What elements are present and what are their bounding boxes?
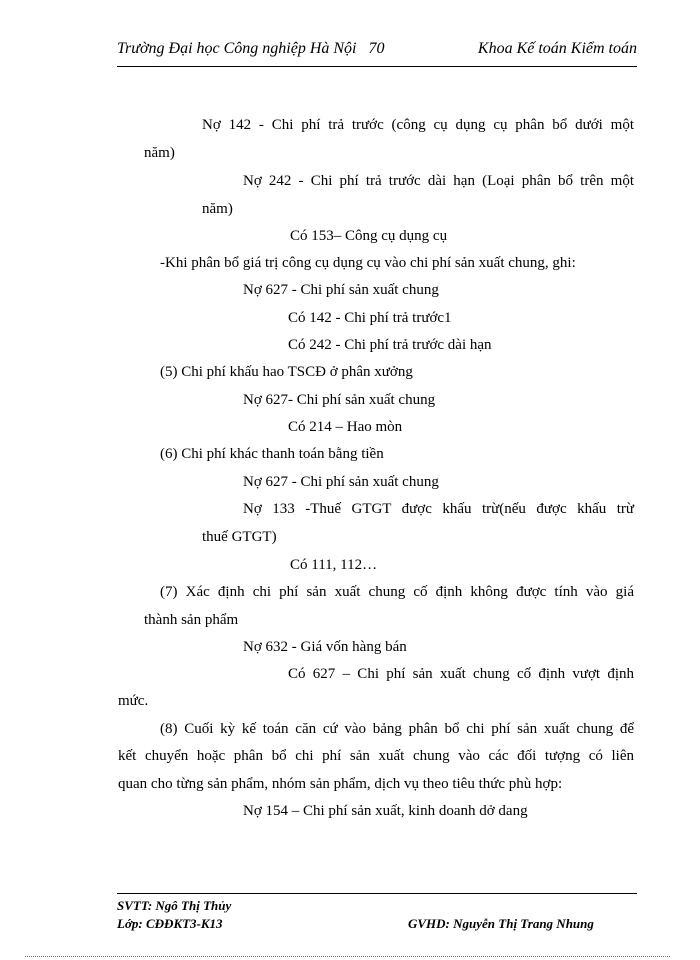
header-school-and-page [117, 40, 385, 58]
text-line: (8) Cuối kỳ kế toán căn cứ vào bảng phân bổ chi phí sản xuất chung để [160, 721, 634, 737]
footer-advisor: GVHD: Nguyễn Thị Trang Nhung [408, 916, 594, 931]
header-page-number: 70 [368, 40, 385, 57]
text-line: Có 111, 112… [290, 557, 378, 573]
header-school: Trường Đại học Công nghiệp Hà Nội [117, 40, 357, 57]
text-line: Nợ 154 – Chi phí sản xuất, kinh doanh dở dang [243, 803, 528, 819]
text-line: thuế GTGT) [202, 529, 277, 545]
text-line: (5) Chi phí khấu hao TSCĐ ở phân xưởng [160, 364, 413, 380]
text-line: Nợ 133 -Thuế GTGT được khấu trừ(nếu được khấu trừ [243, 501, 634, 517]
text-line: Nợ 242 - Chi phí trả trước dài hạn (Loại phân bổ trên một [243, 173, 634, 189]
text-line: Có 153– Công cụ dụng cụ [290, 228, 448, 244]
header-rule [117, 66, 637, 67]
text-line: quan cho từng sản phẩm, nhóm sản phẩm, dịch vụ theo tiêu thức phù hợp: [118, 776, 563, 792]
text-line: năm) [144, 145, 175, 161]
text-line: Nợ 632 - Giá vốn hàng bán [243, 639, 407, 655]
text-line: Nợ 627 - Chi phí sản xuất chung [243, 474, 439, 490]
text-line: Có 214 – Hao mòn [288, 419, 403, 435]
footer-class: Lớp: CĐĐKT3-K13 [117, 916, 223, 931]
header-faculty: Khoa Kế toán Kiểm toán [477, 40, 637, 57]
text-line: Có 142 - Chi phí trả trước1 [288, 310, 452, 326]
text-line: Có 627 – Chi phí sản xuất chung cố định vượt định [288, 666, 634, 682]
text-line: Nợ 627- Chi phí sản xuất chung [243, 392, 436, 408]
text-line: (6) Chi phí khác thanh toán bằng tiền [160, 446, 384, 462]
text-line: -Khi phân bổ giá trị công cụ dụng cụ vào chi phí sản xuất chung, ghi: [160, 255, 576, 271]
page-header [117, 40, 637, 64]
text-line: kết chuyển hoặc phân bổ chi phí sản xuất chung vào các đối tượng có liên [118, 748, 634, 764]
text-line: năm) [202, 201, 233, 217]
text-line: Nợ 142 - Chi phí trả trước (công cụ dụng cụ phân bổ dưới một [202, 117, 634, 133]
footer-rule [117, 893, 637, 894]
text-line: Có 242 - Chi phí trả trước dài hạn [288, 337, 492, 353]
text-line: Nợ 627 - Chi phí sản xuất chung [243, 282, 439, 298]
page-bottom-divider [25, 956, 670, 957]
text-line: mức. [118, 693, 149, 709]
text-line: (7) Xác định chi phí sản xuất chung cố định không được tính vào giá [160, 584, 634, 600]
text-line: thành sản phẩm [144, 612, 239, 628]
footer-student: SVTT: Ngô Thị Thủy [117, 898, 232, 913]
